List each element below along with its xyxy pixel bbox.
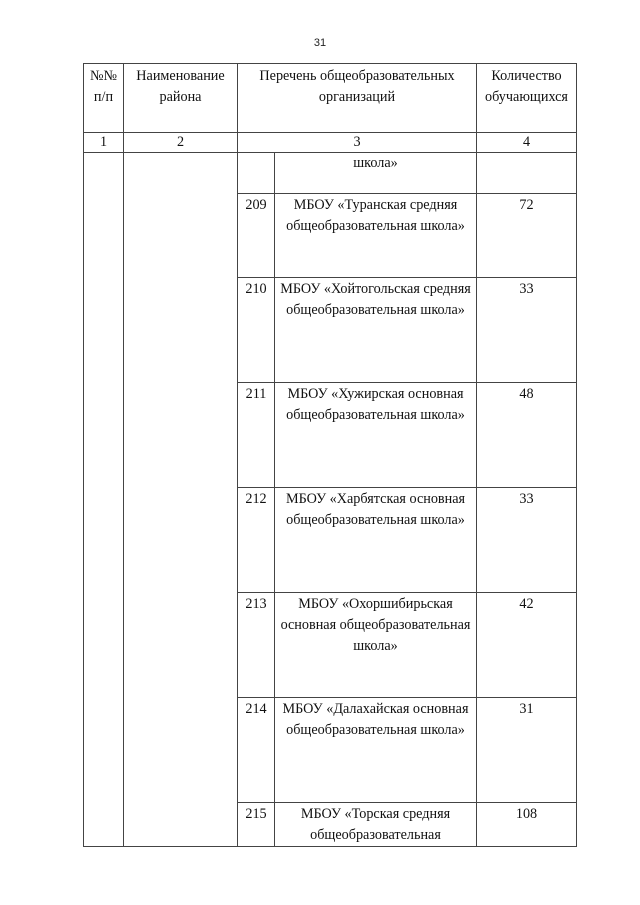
student-count: 48 [477,383,577,488]
header-organizations: Перечень общеобразовательных организаций [238,64,477,133]
row-number: 215 [238,803,275,847]
column-index: 4 [477,133,577,153]
org-name: МБОУ «Туранская средняя общеобразовательная школа» [275,194,477,278]
org-name: МБОУ «Хужирская основная общеобразовательная школа» [275,383,477,488]
row-number [238,153,275,194]
org-name: МБОУ «Харбятская основная общеобразовательная школа» [275,488,477,593]
student-count: 42 [477,593,577,698]
student-count: 108 [477,803,577,847]
student-count [477,153,577,194]
org-name: школа» [275,153,477,194]
org-name: МБОУ «Хойтогольская средняя общеобразовательная школа» [275,278,477,383]
number-cell-empty [84,153,124,847]
column-index: 2 [124,133,238,153]
student-count: 31 [477,698,577,803]
column-index: 3 [238,133,477,153]
row-number: 213 [238,593,275,698]
row-number: 210 [238,278,275,383]
student-count: 33 [477,488,577,593]
row-number: 209 [238,194,275,278]
row-number: 211 [238,383,275,488]
column-index: 1 [84,133,124,153]
table-row [84,153,577,194]
org-name: МБОУ «Охоршибирьская основная общеобразовательная школа» [275,593,477,698]
table-header-row [84,64,577,133]
header-number: №№ п/п [84,64,124,133]
row-number: 212 [238,488,275,593]
student-count: 72 [477,194,577,278]
column-index-row [84,133,577,153]
header-district: Наименование района [124,64,238,133]
header-students: Количество обучающихся [477,64,577,133]
district-cell-empty [124,153,238,847]
schools-table [83,63,577,847]
page-number: 31 [313,37,327,49]
org-name: МБОУ «Далахайская основная общеобразовательная школа» [275,698,477,803]
student-count: 33 [477,278,577,383]
org-name: МБОУ «Торская средняя общеобразовательная [275,803,477,847]
row-number: 214 [238,698,275,803]
